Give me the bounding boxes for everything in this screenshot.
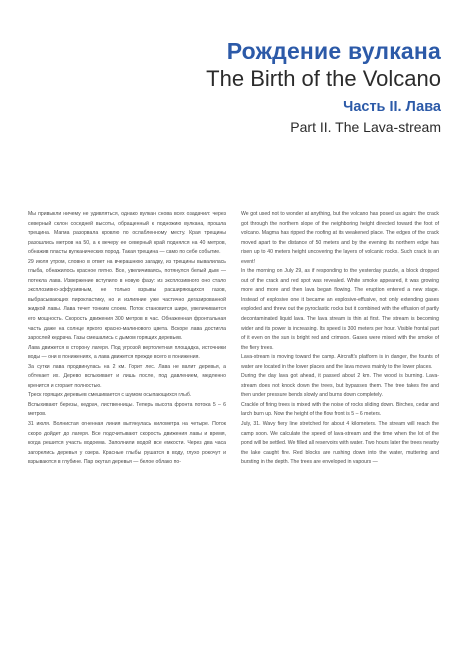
- page-title-ru: Рождение вулкана: [226, 38, 441, 64]
- part-heading-ru: Часть II. Лава: [343, 99, 441, 115]
- paragraph: 29 июля утром, словно в ответ на вчерашнюю загадку, из трещины вывалилась глыба, обнажилось красное пятно. Все, увеличиваясь, потянулся белый дым — потекла лава. Извержение вступило в новую фазу: из эксплозивного оно стало эксплозивно-эффузивным, не только взрывы расширяющихся газов, выбрасывающих пирокластику, но и излияние уже частично дегазированной жидкой лавы. Лава течет тонким слоем. Поток становится шире, увеличивается его мощность. Скорость движения 300 метров в час. Обнаженная фронтальная часть даже на солнце яркого красно-малинового цвета. Вскоре лава достигла зарослей кедрача. Газы смешались с дымом горящих деревьев.: [28, 258, 226, 342]
- paragraph: Треск горящих деревьев смешивается с шумом осыпающихся глыб.: [28, 392, 192, 399]
- paragraph: We got used not to wonder at anything, but the volcano has posed us again: the crack got through the northern slope of the neighboring height directed toward the foot of volcano. Magma has ripped the roofing at its weakened place. The edges of the crack moved apart to the distance of 50 meters and by the evening its northern edge has risen up to 40 meters height uncovering the layers of volcanic rocks. Such crack is an event!: [241, 211, 439, 265]
- paragraph: 31 июля. Волнистая огненная линия вытянулась километра на четыре. Поток скоро дойдет до лагеря. Все подсчитывают скорость движения лавы и время, когда решится участь водоема. Заполнили водой все емкости. Через два часа загорелись деревья у озера. Красные глыбы рушатся в воду, глухо рокочут и взрываются в глубине. Пар окутал деревья — белое облако по-: [28, 421, 226, 466]
- english-text-column: [241, 210, 439, 468]
- paragraph: During the day lava got ahead, it passed about 2 km. The wood is burning. Lava-stream does not knock down the trees, but bypasses them. The tree takes fire and then under pressure bends slowly and burns down completely.: [241, 373, 439, 399]
- title-block: [206, 38, 441, 136]
- paragraph: Lava-stream is moving toward the camp. Aircraft's platform is in danger, the founts of water are located in the lower places and the lava moves mainly to the lower places.: [241, 354, 439, 370]
- russian-text-column: [28, 210, 226, 468]
- paragraph: Crackle of firing trees is mixed with the noise of rocks sliding down. Birches, cedar and larch burn up. Now the height of the flow front is 5 – 6 meters.: [241, 401, 439, 418]
- part-heading-en: Part II. The Lava-stream: [290, 119, 441, 135]
- paragraph: In the morning on July 29, as if responding to the yesterday puzzle, a block dropped out of the crack and red spot was revealed. White smoke appeared, it was growing more and more and then lava began flowing. The eruption entered a new stage. Instead of explosive one it became an explosive-effusive, not only extending gases exploded and threw out the pyroclastic rocks but it combined with the effusion of partly decontaminated liquid lava. The lava stream is thin at first. The stream is becoming wider and its power is increasing. Its speed is 300 meters per hour. Visible frontal part of it even on the sun is bright red and crimson. Gases were mixed with the smoke of the fiery trees.: [241, 268, 439, 351]
- paragraph: Вспыхивают березы, кедрач, лиственницы. Теперь высота фронта потока 5 – 6 метров.: [28, 401, 226, 418]
- paragraph: Лава движется в сторону лагеря. Под угрозой вертолетная площадка, источники воды — они в понижениях, а лава движется прежде всего в понижения.: [28, 344, 226, 361]
- paragraph: За сутки лава продвинулась на 2 км. Горит лес. Лава не валит деревья, а обтекает их. Дерево вспыхивает и лишь после, под давлением, медленно кренится и сгорает полностью.: [28, 363, 226, 389]
- paragraph: July, 31. Wavy fiery line stretched for about 4 kilometers. The stream will reach the camp soon. We calculate the speed of lava-stream and the time when the lot of the pond will be settled. We filled all reservoirs with water. Two hours later the trees nearby the lake caught fire. Red blocks are rushing down into the water, muttering and bursting in the depth. The trees are enveloped in vapours —: [241, 421, 439, 466]
- paragraph: Мы привыкли ничему не удивляться, однако вулкан снова всех озадачил: через северный склон соседней высоты, обращенный к подножию вулкана, прошла трещина. Магма разорвала кровлю по ослабленному месту. Края трещины разошлись метров на 50, а к вечеру ее северный край поднялся на 40 метров, обнажив пласты вулканических пород. Такая трещина — само по себе событие.: [28, 211, 226, 256]
- page-title-en: The Birth of the Volcano: [206, 66, 441, 91]
